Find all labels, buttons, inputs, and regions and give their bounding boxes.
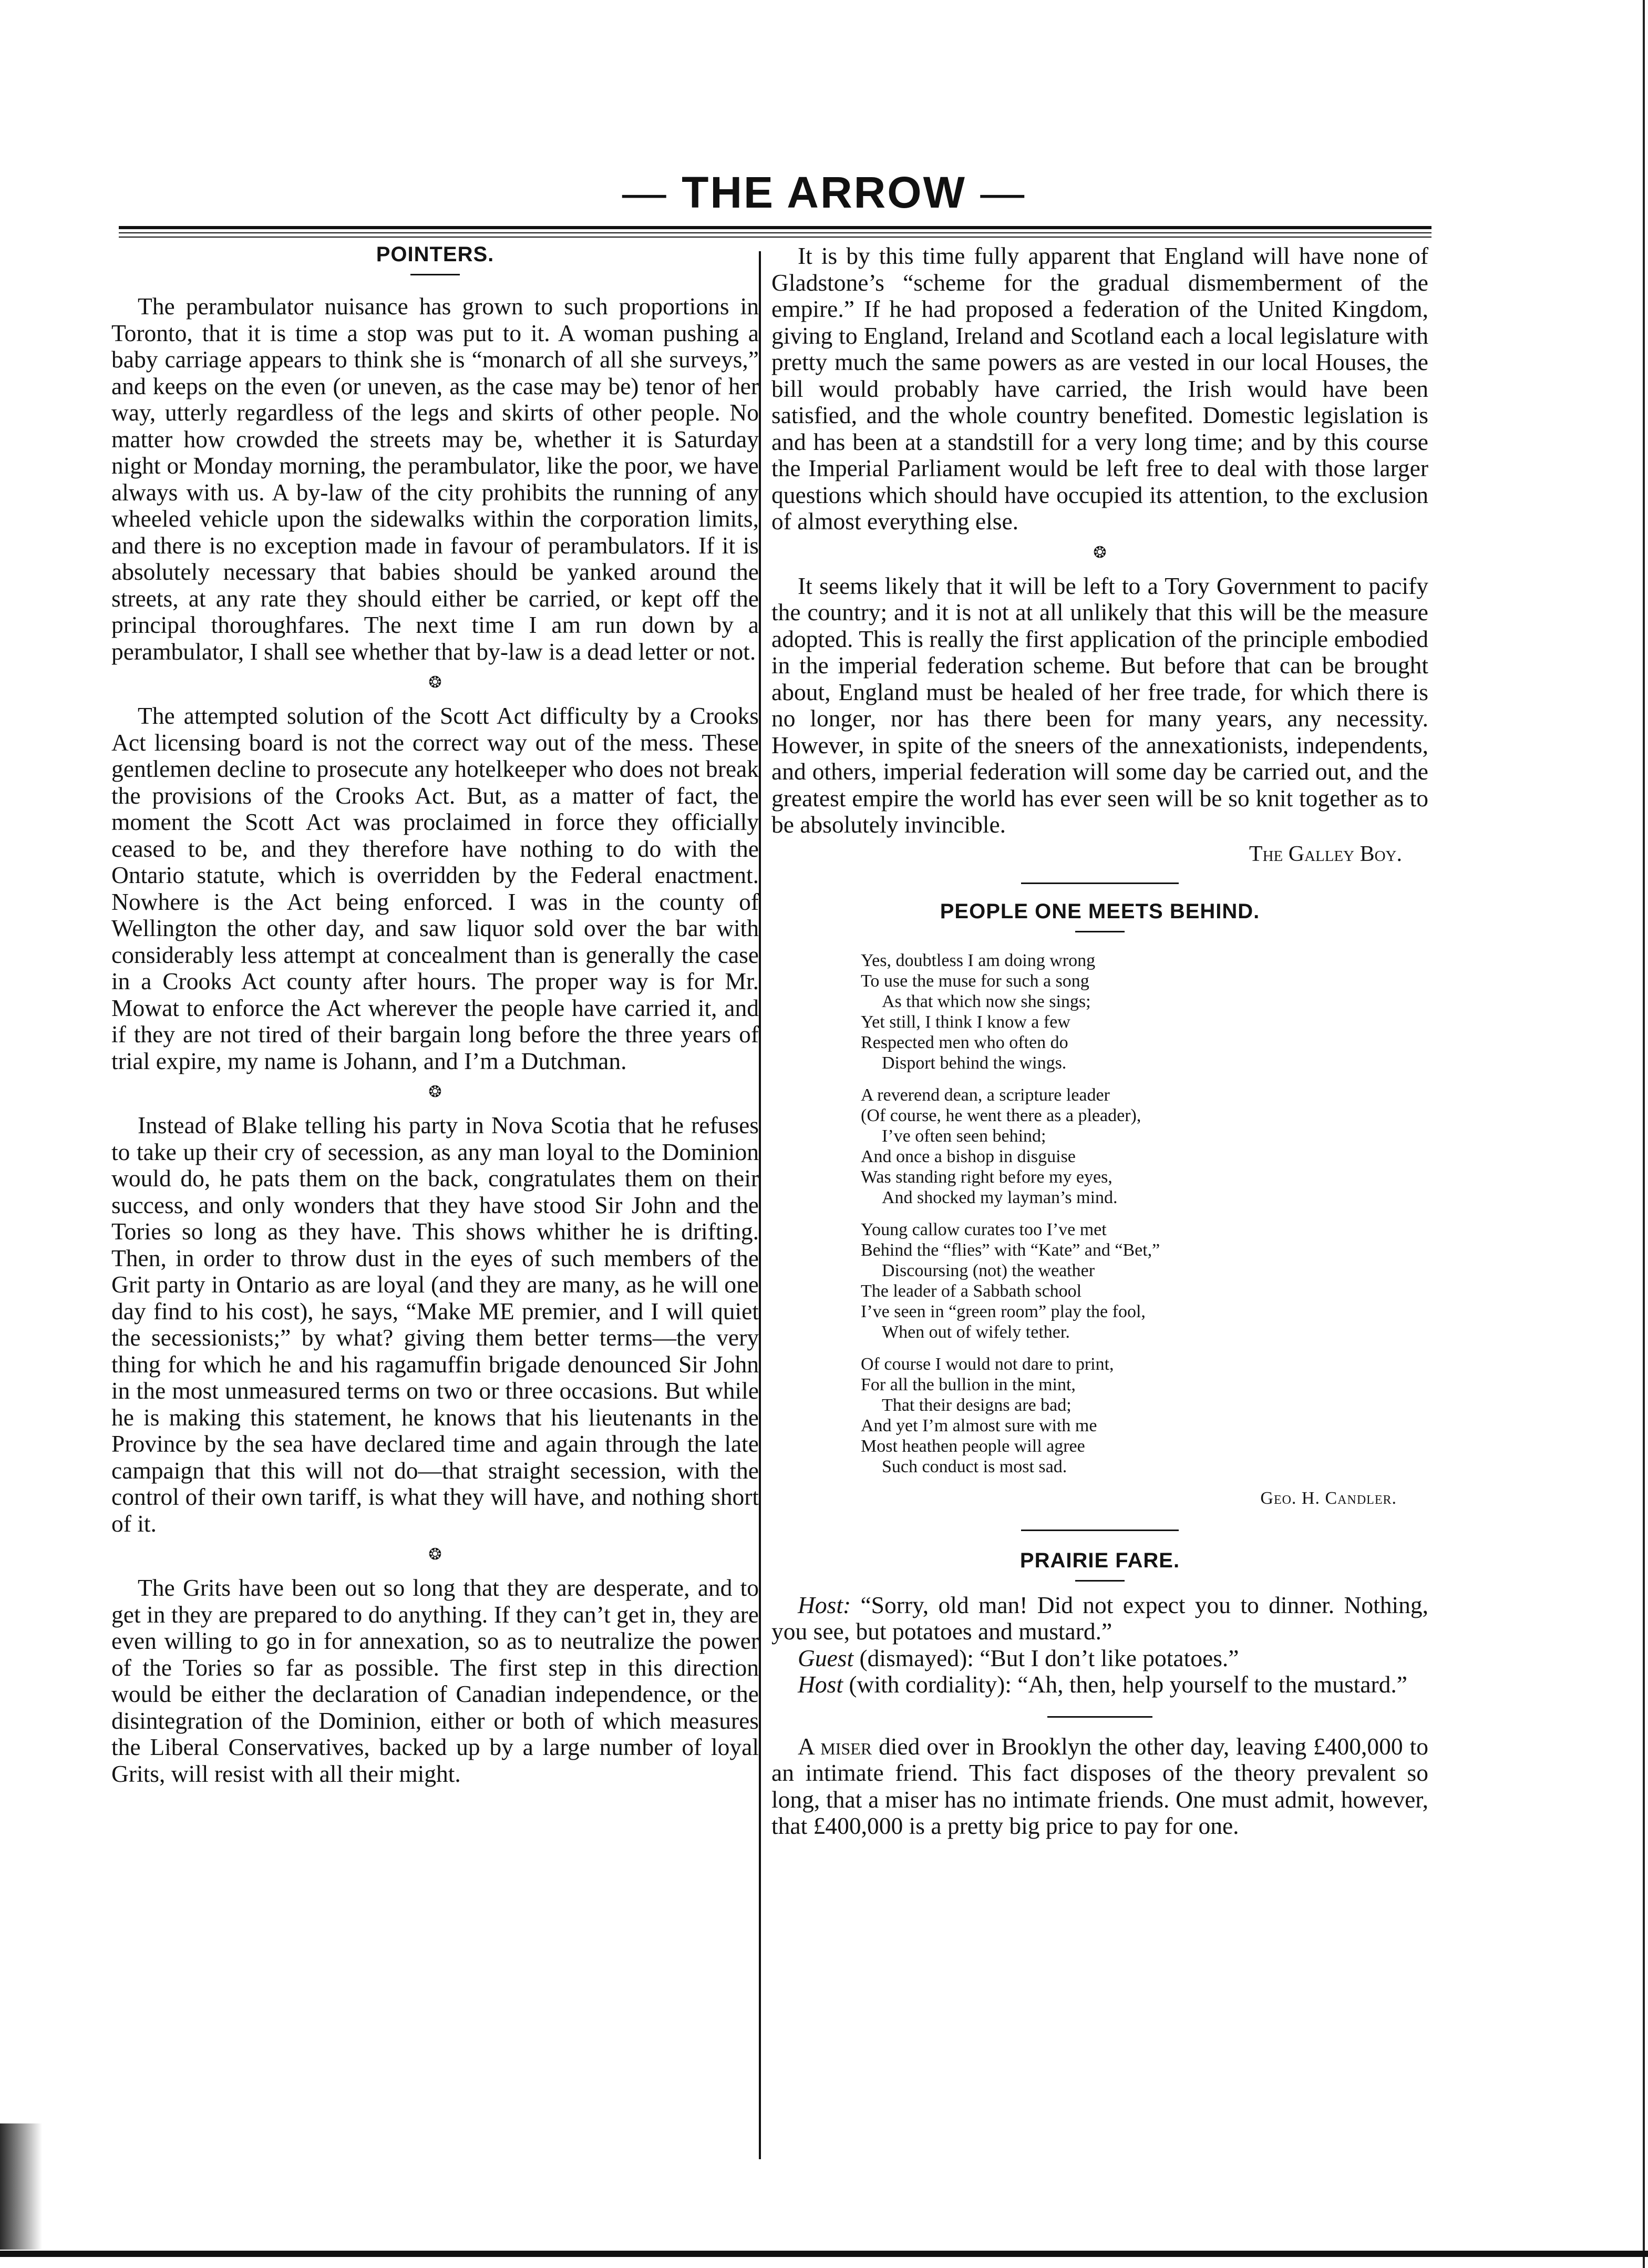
masthead-title: THE ARROW [682, 168, 966, 217]
poem-line: Was standing right before my eyes, [861, 1167, 1113, 1187]
pointers-para-federation: It seems likely that it will be left to a Tory Government to pacify the country; and it is not at all unlikely that this will be the measure adopted. This is really the first application of the principle embodied in the imperial federation scheme. But before that can be brought about, England must be healed of her free trade, for which there is no longer, nor has there been for many years, any necessity. However, in spite of the sneers of the annexationists, independents, and others, imperial federation will some day be carried out, and the greatest empire the world has ever seen will be so knit together as to be absolutely invincible. [771, 572, 1428, 838]
speaker-guest: Guest [798, 1644, 854, 1671]
poem-line: Yet still, I think I know a few [861, 1012, 1070, 1032]
poem-line: Respected men who often do [861, 1032, 1068, 1052]
prairie-host-reply [771, 1671, 1428, 1698]
poem-stanza-4 [861, 1354, 1428, 1477]
heading-dash [1075, 931, 1125, 932]
page-edge-line [1643, 0, 1645, 2268]
poem-stanza-1 [861, 950, 1428, 1073]
scan-shadow [0, 2123, 42, 2250]
pointers-para-gladstone: It is by this time fully apparent that England will have none of Gladstone’s “scheme for the gradual dismemberment of the empire.” If he had proposed a federation of the United Kingdom, giving to England, Ireland and Scotland each a local legislature with pretty much the same powers as are vested in our local Houses, the bill would probably have carried, the Irish would have been satisfied, and the whole country benefited. Domestic legislation is and has been at a standstill for a very long time; and by this course the Imperial Parliament would be left free to deal with those larger questions which should have occupied its attention, to the exclusion of almost everything else. [771, 242, 1428, 535]
left-column [111, 243, 759, 1787]
poem-stanza-3 [861, 1219, 1428, 1342]
poem-line: For all the bullion in the mint, [861, 1374, 1076, 1394]
poem-line: When out of wifely tether. [882, 1322, 1070, 1342]
poem-author: Geo. H. Candler. [1260, 1488, 1397, 1508]
header-rule-thin-2 [119, 237, 1431, 238]
masthead [0, 167, 1648, 218]
column-divider [759, 251, 761, 2159]
host-reply-speech: (with cordiality): “Ah, then, help yourself to the mustard.” [849, 1671, 1407, 1698]
poem-line: To use the muse for such a song [861, 971, 1089, 991]
poem-line: A reverend dean, a scripture leader [861, 1085, 1110, 1105]
poem-line: As that which now she sings; [882, 991, 1091, 1011]
section-separator [1047, 1716, 1152, 1718]
host-speech: “Sorry, old man! Did not expect you to dinner. Nothing, you see, but potatoes and mustard.” [771, 1591, 1429, 1645]
heading-dash [410, 274, 460, 275]
pointers-para-perambulator: The perambulator nuisance has grown to such proportions in Toronto, that it is time a stop was put to it. A woman pushing a baby carriage appears to think she is “monarch of all she surveys,” and keeps on the even (or uneven, as the case may be) tenor of her way, utterly regardless of the legs and skirts of other people. No matter how crowded the streets may be, whether it is Saturday night or Monday morning, the perambulator, like the poor, we have always with us. A by-law of the city prohibits the running of any wheeled vehicle upon the sidewalks within the corporation limits, and there is no exception made in favour of perambulators. If it is absolutely necessary that babies should be yanked around the streets, at any rate they should either be carried, or kept off the principal thoroughfares. The next time I am run down by a perambulator, I shall see whether that by-law is a dead letter or not. [111, 293, 759, 665]
poem-line: Discoursing (not) the weather [882, 1260, 1095, 1280]
guest-speech: (dismayed): “But I don’t like potatoes.” [859, 1644, 1239, 1671]
poem-line: Young callow curates too I’ve met [861, 1219, 1107, 1239]
ornament-icon: ❂ [428, 1545, 442, 1564]
pointers-signature: The Galley Boy. [1249, 841, 1402, 866]
prairie-heading: PRAIRIE FARE. [1019, 1548, 1180, 1572]
poem-line: Disport behind the wings. [882, 1053, 1067, 1073]
section-separator [1021, 1530, 1179, 1531]
masthead-dash-right: — [980, 168, 1026, 217]
header-rule-thick [119, 226, 1431, 229]
pointers-para-blake: Instead of Blake telling his party in Nova Scotia that he refuses to take up their cry of secession, as any man loyal to the Dominion would do, he pats them on the back, congratulates them on their success, and only wonders that they have stood Sir John and the Tories so long as they have. This shows whither he is drifting. Then, in order to throw dust in the eyes of such members of the Grit party in Ontario as are loyal (and they are many, as he will one day find to his cost), he says, “Make ME premier, and I will quiet the secessionists;” by what? giving them better terms—the very thing for which he and his ragamuffin brigade denounced Sir John in the most unmeasured terms on two or three occasions. But while he is making this statement, he knows that his lieutenants in the Province by the sea have declared time and again through the late campaign that this will not do—that straight secession, with the control of their own tariff, is what they will have, and nothing short of it. [111, 1112, 759, 1537]
poem-stanza-2 [861, 1085, 1428, 1208]
speaker-host-reply: Host [798, 1671, 843, 1698]
poem-line: (Of course, he went there as a pleader), [861, 1105, 1141, 1125]
heading-dash [1075, 1580, 1125, 1582]
header-rule-thin [119, 232, 1431, 233]
prairie-guest-line [771, 1645, 1428, 1672]
right-column [771, 243, 1428, 1840]
poem-line: I’ve seen in “green room” play the fool, [861, 1301, 1146, 1321]
poem-line: And shocked my layman’s mind. [882, 1187, 1118, 1207]
poem-line: That their designs are bad; [882, 1395, 1072, 1415]
speaker-host: Host: [798, 1591, 851, 1618]
ornament-icon: ❂ [428, 1083, 442, 1101]
page-bottom-rule [0, 2251, 1648, 2257]
miser-lead: A miser [798, 1732, 872, 1760]
pointers-para-scott-act: The attempted solution of the Scott Act difficulty by a Crooks Act licensing board is not the correct way out of the mess. These gentlemen decline to prosecute any hotelkeeper who does not break the provisions of the Crooks Act. But, as a matter of fact, the moment the Scott Act was proclaimed in force they officially ceased to be, and they therefore have nothing to do with the Ontario statute, which is overridden by the Federal enactment. Nowhere is the Act being enforced. I was in the county of Wellington the other day, and saw liquor sold over the bar with considerably less attempt at concealment than is generally the case in a Crooks Act county after hours. The proper way is for Mr. Mowat to enforce the Act wherever the people have carried it, and if they are not tired of their bargain long before the three years of trial expire, my name is Johann, and I’m a Dutchman. [111, 702, 759, 1074]
poem-line: Most heathen people will agree [861, 1436, 1085, 1456]
section-separator [1021, 882, 1179, 884]
poem-line: And once a bishop in disguise [861, 1146, 1076, 1166]
ornament-icon: ❂ [1093, 543, 1107, 562]
poem-line: Behind the “flies” with “Kate” and “Bet,” [861, 1240, 1160, 1260]
poem-line: Of course I would not dare to print, [861, 1354, 1114, 1374]
poem-heading: PEOPLE ONE MEETS BEHIND. [940, 899, 1260, 923]
poem-body [861, 950, 1428, 1477]
poem-line: Such conduct is most sad. [882, 1456, 1067, 1476]
miser-paragraph [771, 1733, 1428, 1840]
poem-line: The leader of a Sabbath school [861, 1281, 1082, 1301]
masthead-dash-left: — [622, 168, 668, 217]
pointers-para-grits: The Grits have been out so long that they are desperate, and to get in they are prepared to do anything. If they can’t get in, they are even willing to go in for annexation, so as to neutralize the power of the Tories so far as possible. The first step in this direction would be either the declaration of Canadian independence, or the disintegration of the Dominion, either or both of which measures the Liberal Conservatives, backed up by a large number of loyal Grits, will resist with all their might. [111, 1574, 759, 1787]
miser-text: died over in Brooklyn the other day, leaving £400,000 to an intimate friend. This fact disposes of the theory prevalent so long, that a miser has no intimate friends. One must admit, however, that £400,000 is a pretty big price to pay for one. [771, 1732, 1428, 1839]
ornament-icon: ❂ [428, 673, 442, 692]
pointers-heading: POINTERS. [376, 243, 495, 266]
poem-line: And yet I’m almost sure with me [861, 1415, 1097, 1435]
poem-line: I’ve often seen behind; [882, 1126, 1046, 1146]
prairie-host-line [771, 1592, 1428, 1645]
poem-line: Yes, doubtless I am doing wrong [861, 950, 1096, 970]
